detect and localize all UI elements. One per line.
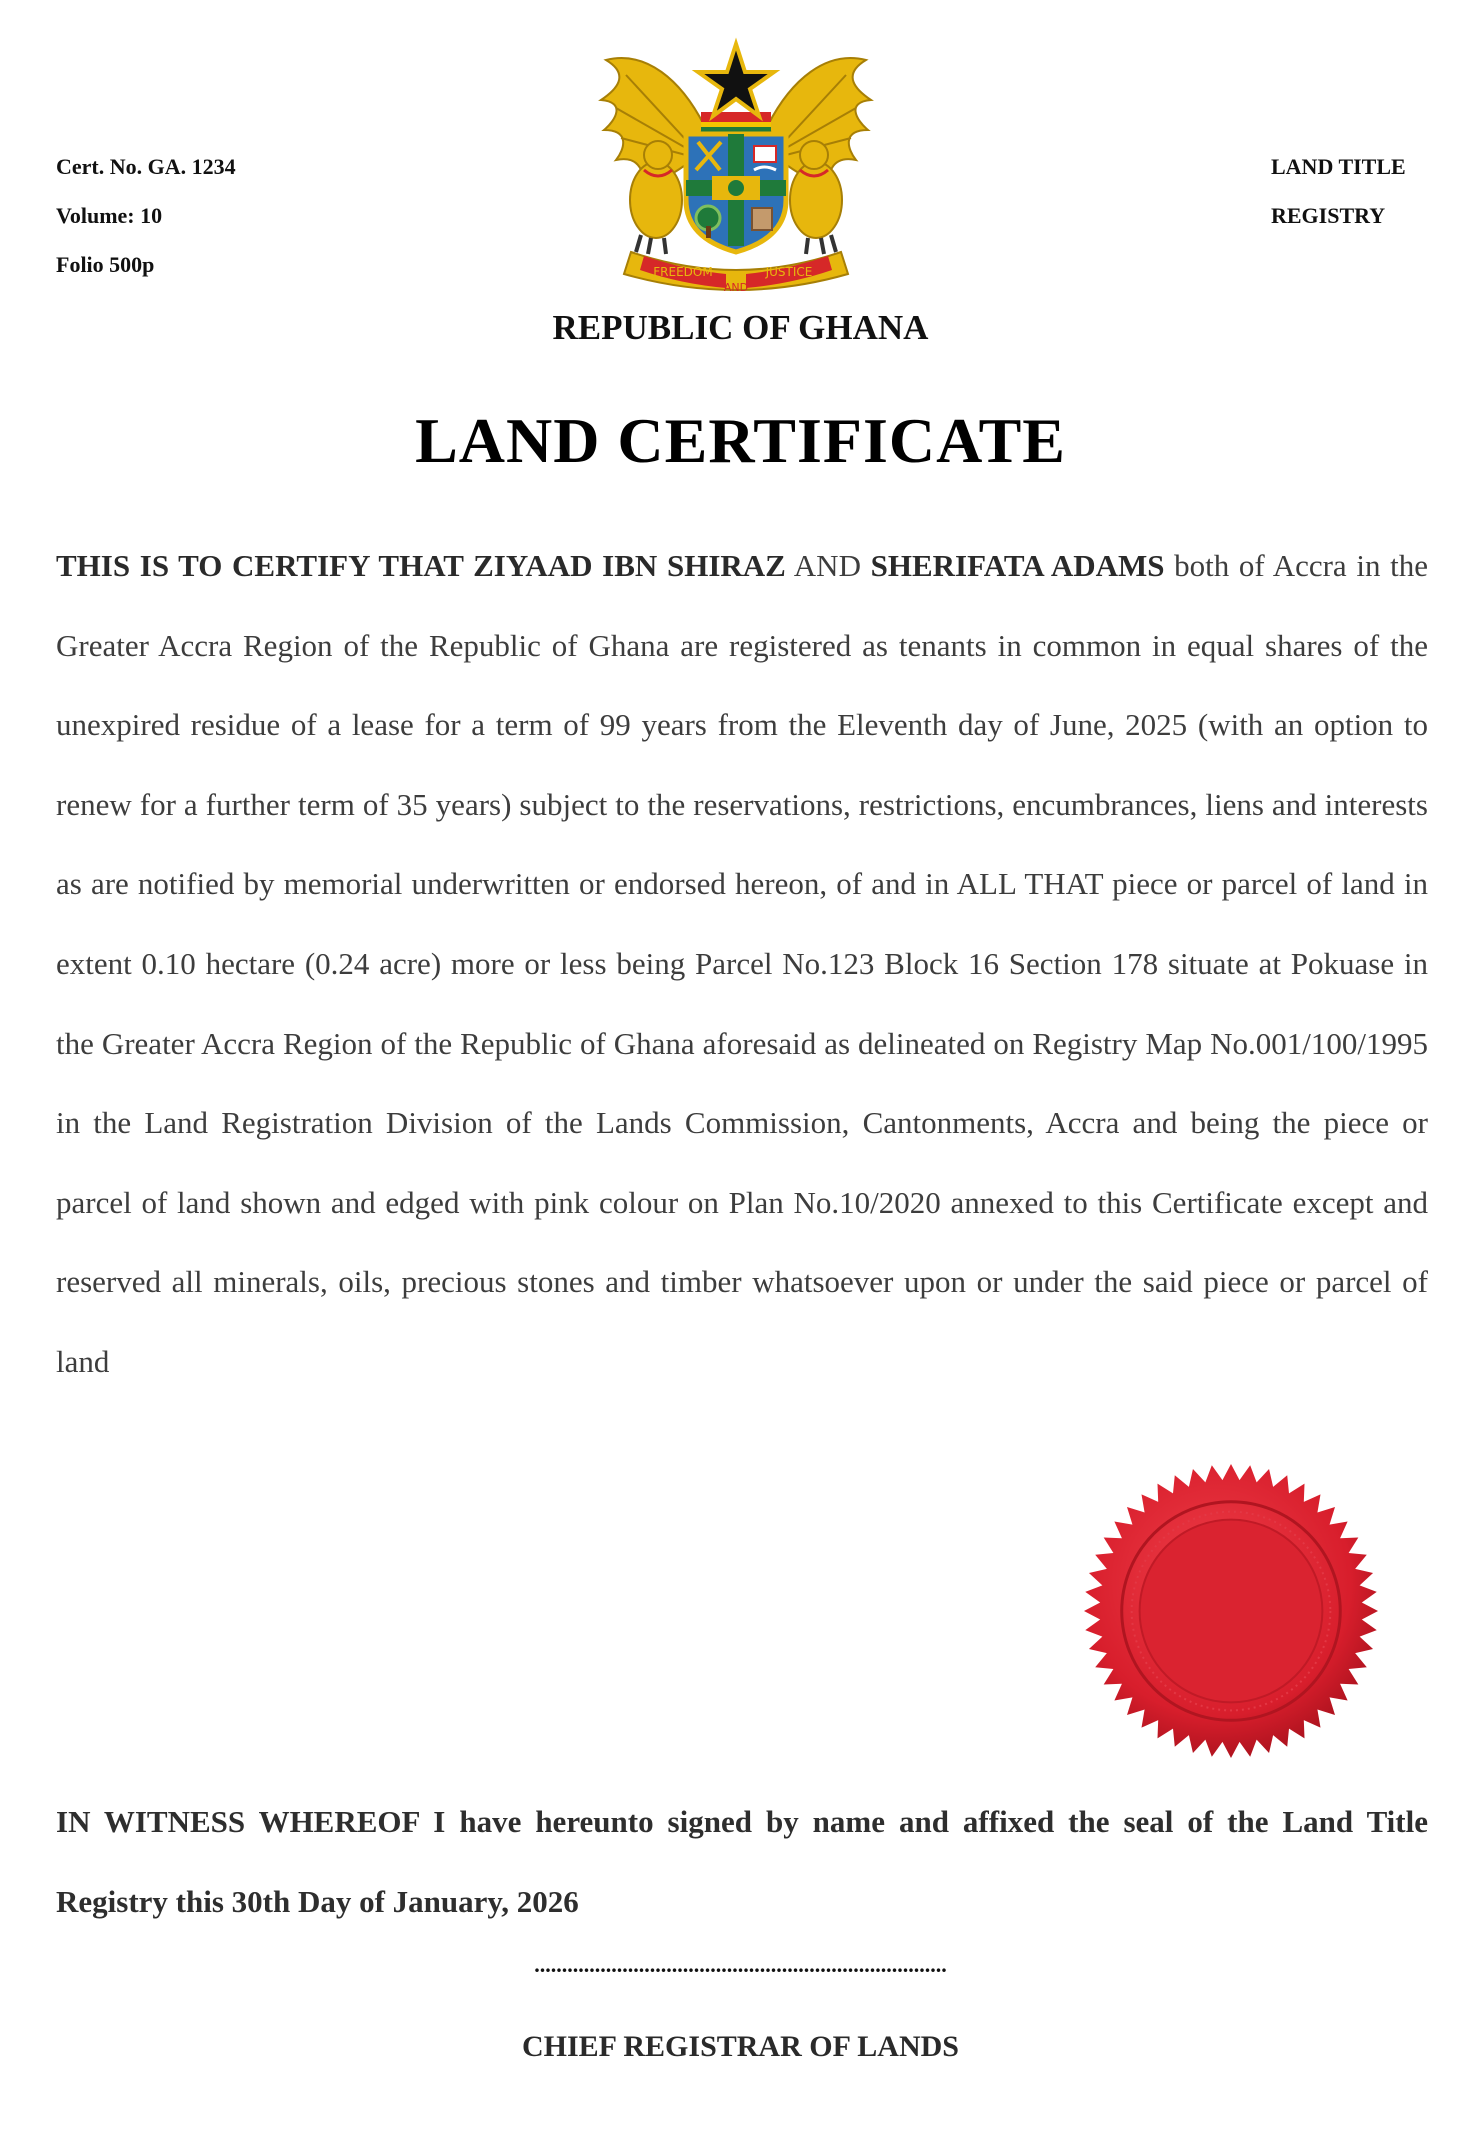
issuing-registry bbox=[1271, 142, 1406, 240]
signature-line: ........................................................................... bbox=[534, 1952, 947, 1977]
owner-conjunction: AND bbox=[785, 548, 871, 583]
second-owner-name: SHERIFATA ADAMS bbox=[870, 548, 1165, 583]
country-name: REPUBLIC OF GHANA bbox=[552, 308, 929, 347]
cert-number: Cert. No. GA. 1234 bbox=[56, 154, 236, 179]
certificate-terms: both of Accra in the Greater Accra Region of the Republic of Ghana are registered as tenants in common in equal shares of the unexpired residue of a lease for a term of 99 years from the Eleventh day of June, 2025 (with an option to renew for a further term of 35 years) subject to the reservations, restrictions, encumbrances, liens and interests as are notified by memorial underwritten or endorsed hereon, of and in ALL THAT piece or parcel of land in extent 0.10 hectare (0.24 acre) more or less being Parcel No.123 Block 16 Section 178 situate at Pokuase in the Greater Accra Region of the Republic of Ghana aforesaid as delineated on Registry Map No.001/100/1995 in the Land Registration Division of the Lands Commission, Cantonments, Accra and being the piece or parcel of land shown and edged with pink colour on Plan No.10/2020 annexed to this Certificate except and reserved all minerals, oils, precious stones and timber whatsoever upon or under the said piece or parcel of land bbox=[56, 548, 1429, 1379]
motto-justice: JUSTICE bbox=[765, 265, 813, 279]
registry-line-2: REGISTRY bbox=[1271, 203, 1386, 228]
volume-number: Volume: 10 bbox=[56, 203, 163, 228]
motto-freedom: FREEDOM bbox=[653, 265, 713, 279]
certificate-title: LAND CERTIFICATE bbox=[415, 405, 1066, 476]
certificate-reference bbox=[56, 142, 236, 289]
registry-line-1: LAND TITLE bbox=[1271, 154, 1406, 179]
coat-of-arms-icon bbox=[586, 30, 886, 292]
motto-and: AND bbox=[723, 281, 749, 292]
red-wax-seal-icon bbox=[1082, 1462, 1380, 1760]
signatory-title: CHIEF REGISTRAR OF LANDS bbox=[521, 2030, 959, 2063]
certify-intro: THIS IS TO CERTIFY THAT ZIYAAD IBN SHIRAZ bbox=[56, 548, 786, 583]
folio-number: Folio 500p bbox=[56, 252, 155, 277]
witness-statement: IN WITNESS WHEREOF I have hereunto signed by name and affixed the seal of the Land Title Registry this 30th Day of January, 2026 bbox=[56, 1804, 1428, 1919]
certificate-body bbox=[56, 526, 1428, 1402]
